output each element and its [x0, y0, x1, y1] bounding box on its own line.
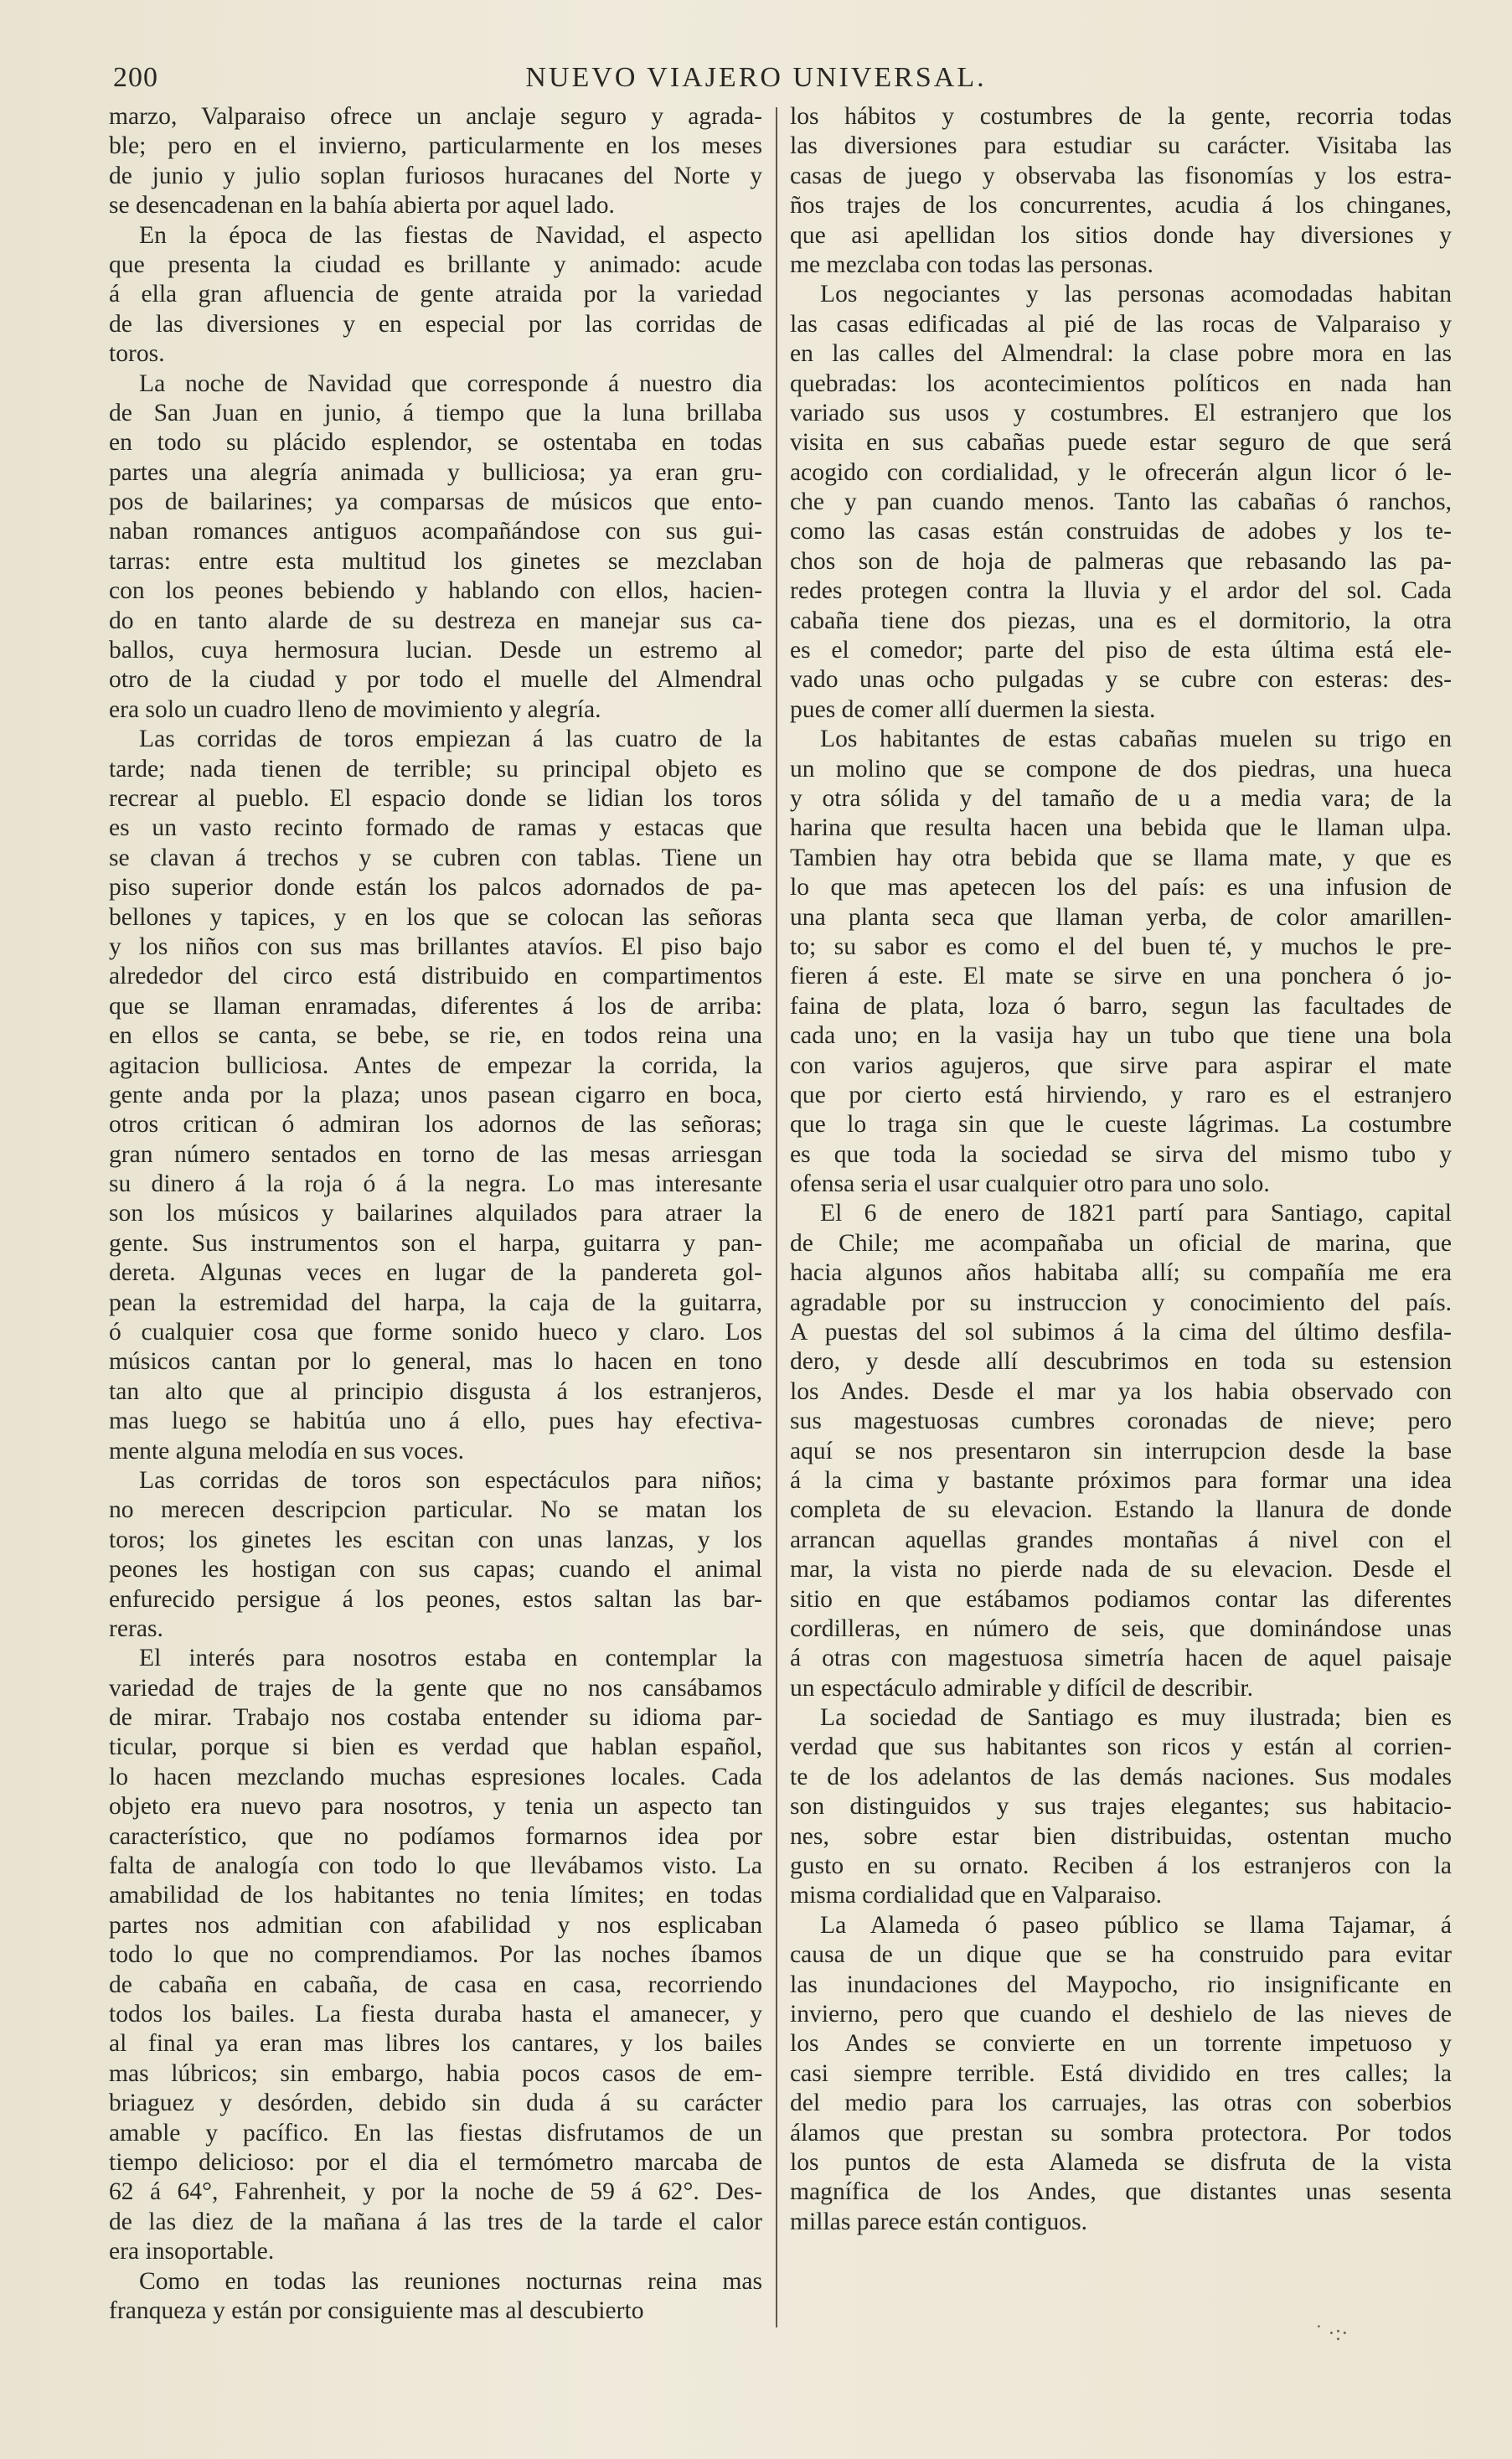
text-line: un molino que se compone de dos piedras, una hueca	[790, 755, 1452, 783]
paragraph	[109, 2267, 762, 2327]
text-line: El 6 de enero de 1821 partí para Santiago, capital	[820, 1200, 1452, 1227]
text-line: de mirar. Trabajo nos costaba entender su idioma par-	[109, 1704, 762, 1732]
text-line: del medio para los carruajes, las otras con soberbios	[790, 2090, 1452, 2117]
text-line: partes una alegría animada y bulliciosa; ya eran gru-	[109, 458, 762, 486]
text-line: como las casas están construidas de adobes y los te-	[790, 518, 1452, 545]
text-line: marzo, Valparaiso ofrece un anclaje seguro y agrada-	[109, 103, 762, 130]
text-line: ticular, porque si bien es verdad que hablan español,	[109, 1733, 762, 1761]
text-line: era insoportable.	[109, 2238, 275, 2265]
text-line: Las corridas de toros son espectáculos para niños;	[139, 1466, 762, 1494]
text-line: toros.	[109, 340, 165, 368]
text-line: tarde; nada tienen de terrible; su principal objeto es	[109, 755, 762, 783]
text-line: peones les hostigan con sus capas; cuando el animal	[109, 1556, 762, 1583]
text-line: acogido con cordialidad, y le ofrecerán algun licor ó le-	[790, 458, 1452, 486]
text-line: completa de su elevacion. Estando la llanura de donde	[790, 1496, 1452, 1524]
text-line: que por cierto está hirviendo, y raro es el estranjero	[790, 1081, 1452, 1108]
text-line: enfurecido persigue á los peones, estos saltan las bar-	[109, 1585, 762, 1613]
text-line: El interés para nosotros estaba en contemplar la	[139, 1645, 762, 1672]
text-line: redes protegen contra la lluvia y el ardor del sol. Cada	[790, 577, 1452, 605]
text-line: partes nos admitian con afabilidad y nos esplicaban	[109, 1911, 762, 1939]
text-line: al final ya eran mas libres los cantares, y los bailes	[109, 2030, 762, 2058]
text-line: de Chile; me acompañaba un oficial de marina, que	[790, 1229, 1452, 1257]
text-line: no merecen descripcion particular. No se matan los	[109, 1496, 762, 1524]
text-line: de las diez de la mañana á las tres de la tarde el calor	[109, 2208, 762, 2235]
text-line: verdad que sus habitantes son ricos y están al corrien-	[790, 1733, 1452, 1761]
text-line: magnífica de los Andes, que distantes unas sesenta	[790, 2178, 1452, 2206]
text-line: La sociedad de Santiago es muy ilustrada; bien es	[820, 1704, 1452, 1732]
text-line: dero, y desde allí descubrimos en toda su estension	[790, 1348, 1452, 1376]
text-line: mente alguna melodía en sus voces.	[109, 1437, 465, 1465]
text-line: las diversiones para estudiar su carácter. Visitaba las	[790, 132, 1452, 160]
page-header	[0, 62, 1512, 101]
text-line: casas de juego y observaba las fisonomías y los estra-	[790, 162, 1452, 189]
text-line: sus magestuosas cumbres coronadas de nieve; pero	[790, 1408, 1452, 1435]
text-line: tan alto que al principio disgusta á los estranjeros,	[109, 1377, 762, 1405]
text-line: son distinguidos y sus trajes elegantes; sus habitacio-	[790, 1793, 1452, 1821]
text-line: los hábitos y costumbres de la gente, recorria todas	[790, 103, 1452, 130]
text-line: ños trajes de los concurrentes, acudia á los chinganes,	[790, 192, 1452, 220]
text-line: aquí se nos presentaron sin interrupcion desde la base	[790, 1437, 1452, 1465]
text-line: á la cima y bastante próximos para formar una idea	[790, 1466, 1452, 1494]
text-line: Los habitantes de estas cabañas muelen su trigo en	[820, 726, 1452, 753]
text-line: harina que resulta hacen una bebida que le llaman ulpa.	[790, 814, 1452, 842]
text-line: en las calles del Almendral: la clase pobre mora en las	[790, 340, 1452, 368]
text-line: chos son de hoja de palmeras que rebasando las pa-	[790, 547, 1452, 575]
text-line: gran número sentados en torno de las mesas arriesgan	[109, 1140, 762, 1168]
text-line: Los negociantes y las personas acomodadas habitan	[820, 281, 1452, 308]
text-line: se desencadenan en la bahía abierta por aquel lado.	[109, 192, 615, 220]
text-line: era solo un cuadro lleno de movimiento y alegría.	[109, 695, 601, 723]
text-line: piso superior donde están los palcos adornados de pa-	[109, 874, 762, 901]
text-line: amable y pacífico. En las fiestas disfrutamos de un	[109, 2119, 762, 2146]
text-line: las inundaciones del Maypocho, rio insignificante en	[790, 1971, 1452, 1998]
paragraph	[109, 1466, 762, 1644]
text-line: es el comedor; parte del piso de esta última está ele-	[790, 637, 1452, 664]
paragraph	[109, 1644, 762, 2266]
text-line: bellones y tapices, y en los que se colocan las señoras	[109, 903, 762, 931]
text-line: pean la estremidad del harpa, la caja de la guitarra,	[109, 1289, 762, 1316]
text-line: son los músicos y bailarines alquilados para atraer la	[109, 1200, 762, 1227]
text-line: me mezclaba con todas las personas.	[790, 251, 1153, 278]
text-line: músicos cantan por lo general, mas lo hacen en tono	[109, 1348, 762, 1376]
text-line: ó cualquier cosa que forme sonido hueco y claro. Los	[109, 1319, 762, 1346]
text-line: La Alameda ó paseo público se llama Tajamar, á	[820, 1911, 1452, 1939]
paragraph	[790, 1199, 1452, 1703]
text-line: A puestas del sol subimos á la cima del último desfila-	[790, 1319, 1452, 1346]
text-line: naban romances antiguos acompañándose con sus gui-	[109, 518, 762, 545]
text-line: pues de comer allí duermen la siesta.	[790, 695, 1156, 723]
text-line: con los peones bebiendo y hablando con ellos, hacien-	[109, 577, 762, 605]
text-line: En la época de las fiestas de Navidad, el aspecto	[139, 221, 762, 249]
text-line: de San Juan en junio, á tiempo que la luna brillaba	[109, 399, 762, 426]
text-line: gusto en su ornato. Reciben á los estranjeros con la	[790, 1852, 1452, 1880]
text-line: y los niños con sus mas brillantes atavíos. El piso bajo	[109, 932, 762, 960]
text-line: te de los adelantos de las demás naciones. Sus modales	[790, 1763, 1452, 1790]
text-line: su dinero á la roja ó á la negra. Lo mas interesante	[109, 1170, 762, 1198]
text-line: todo lo que no comprendiamos. Por las noches íbamos	[109, 1941, 762, 1969]
text-line: cabaña tiene dos piezas, una es el dormitorio, la otra	[790, 607, 1452, 634]
text-line: gente anda por la plaza; unos pasean cigarro en boca,	[109, 1081, 762, 1108]
text-line: que presenta la ciudad es brillante y animado: acude	[109, 251, 762, 278]
text-line: che y pan cuando menos. Tanto las cabañas ó ranchos,	[790, 488, 1452, 516]
text-line: agitacion bulliciosa. Antes de empezar la corrida, la	[109, 1051, 762, 1079]
text-line: Tambien hay otra bebida que se llama mate, y que es	[790, 844, 1452, 871]
text-line: sitio en que estábamos podiamos contar las diferentes	[790, 1585, 1452, 1613]
text-line: tarras: entre esta multitud los ginetes se mezclaban	[109, 547, 762, 575]
left-text-column	[109, 102, 762, 2326]
running-title: NUEVO VIAJERO UNIVERSAL.	[525, 62, 987, 93]
text-line: otro de la ciudad y por todo el muelle del Almendral	[109, 666, 762, 694]
text-line: visita en sus cabañas puede estar seguro de que será	[790, 429, 1452, 457]
text-line: de junio y julio soplan furiosos huracanes del Norte y	[109, 162, 762, 189]
text-line: fieren á este. El mate se sirve en una ponchera ó jo-	[790, 963, 1452, 990]
paragraph	[790, 1703, 1452, 1911]
text-line: reras.	[109, 1614, 163, 1642]
text-line: los Andes. Desde el mar ya los habia observado con	[790, 1377, 1452, 1405]
right-text-column	[790, 102, 1452, 2237]
text-line: La noche de Navidad que corresponde á nuestro dia	[139, 369, 762, 397]
text-line: causa de un dique que se ha construido para evitar	[790, 1941, 1452, 1969]
text-line: álamos que prestan su sombra protectora. Por todos	[790, 2119, 1452, 2146]
text-line: á ella gran afluencia de gente atraida por la variedad	[109, 281, 762, 308]
text-line: do en tanto alarde de su destreza en manejar sus ca-	[109, 607, 762, 634]
paragraph	[109, 221, 762, 369]
text-line: las casas edificadas al pié de las rocas de Valparaiso y	[790, 310, 1452, 338]
text-line: gente. Sus instrumentos son el harpa, guitarra y pan-	[109, 1229, 762, 1257]
text-line: briaguez y desórden, debido sin duda á su carácter	[109, 2090, 762, 2117]
text-line: una planta seca que llaman yerba, de color amarillen-	[790, 903, 1452, 931]
text-line: objeto era nuevo para nosotros, y tenia un aspecto tan	[109, 1793, 762, 1821]
text-line: 62 á 64°, Fahrenheit, y por la noche de 59 á 62°. Des-	[109, 2178, 762, 2206]
text-line: los puntos de esta Alameda se disfruta de la vista	[790, 2148, 1452, 2176]
text-line: quebradas: los acontecimientos políticos en nada han	[790, 369, 1452, 397]
paragraph	[109, 369, 762, 726]
text-line: franqueza y están por consiguiente mas al descubierto	[109, 2296, 644, 2324]
printer-mark: ˙ ·:·	[1315, 2321, 1349, 2345]
text-line: todos los bailes. La fiesta duraba hasta el amanecer, y	[109, 2001, 762, 2028]
text-line: cordilleras, en número de seis, que dominándose unas	[790, 1614, 1452, 1642]
text-line: y otra sólida y del tamaño de u a media vara; de la	[790, 784, 1452, 812]
text-line: á otras con magestuosa simetría hacen de aquel paisaje	[790, 1645, 1452, 1672]
text-line: variedad de trajes de la gente que no nos cansábamos	[109, 1674, 762, 1702]
text-line: lo que mas apetecen los del país: es una infusion de	[790, 874, 1452, 901]
text-line: en ellos se canta, se bebe, se rie, en todos reina una	[109, 1022, 762, 1050]
text-line: invierno, pero que cuando el deshielo de las nieves de	[790, 2001, 1452, 2028]
text-line: se clavan á trechos y se cubren con tablas. Tiene un	[109, 844, 762, 871]
text-line: los Andes se convierte en un torrente impetuoso y	[790, 2030, 1452, 2058]
page-number: 200	[113, 62, 158, 93]
text-line: faina de plata, loza ó barro, segun las facultades de	[790, 992, 1452, 1020]
text-line: amabilidad de los habitantes no tenia límites; en todas	[109, 1882, 762, 1909]
paragraph	[790, 1911, 1452, 2237]
text-line: de cabaña en cabaña, de casa en casa, recorriendo	[109, 1971, 762, 1998]
text-line: tiempo delicioso: por el dia el termómetro marcaba de	[109, 2148, 762, 2176]
text-line: que se llaman enramadas, diferentes á los de arriba:	[109, 992, 762, 1020]
text-line: falta de analogía con todo lo que llevábamos visto. La	[109, 1852, 762, 1880]
paragraph	[790, 102, 1452, 280]
text-line: casi siempre terrible. Está dividido en tres calles; la	[790, 2059, 1452, 2087]
text-line: mar, la vista no pierde nada de su elevacion. Desde el	[790, 1556, 1452, 1583]
text-line: un espectáculo admirable y difícil de describir.	[790, 1674, 1254, 1702]
text-line: hacia algunos años habitaba allí; su compañía me era	[790, 1259, 1452, 1287]
text-line: agradable por su instruccion y conocimiento del país.	[790, 1289, 1452, 1316]
text-line: que asi apellidan los sitios donde hay diversiones y	[790, 221, 1452, 249]
text-line: to; su sabor es como el del buen té, y muchos le pre-	[790, 932, 1452, 960]
text-line: alrededor del circo está distribuido en compartimentos	[109, 963, 762, 990]
text-line: es que toda la sociedad se sirva del mismo tubo y	[790, 1140, 1452, 1168]
text-line: arrancan aquellas grandes montañas á nivel con el	[790, 1526, 1452, 1553]
text-line: pos de bailarines; ya comparsas de músicos que ento-	[109, 488, 762, 516]
paragraph	[109, 102, 762, 221]
text-line: ballos, cuya hermosura lucian. Desde un estremo al	[109, 637, 762, 664]
text-line: con varios agujeros, que sirve para aspirar el mate	[790, 1051, 1452, 1079]
column-divider	[776, 107, 777, 2327]
text-line: en todo su plácido esplendor, se ostentaba en todas	[109, 429, 762, 457]
text-line: recrear al pueblo. El espacio donde se lidian los toros	[109, 784, 762, 812]
text-line: cada uno; en la vasija hay un tubo que tiene una bola	[790, 1022, 1452, 1050]
text-line: mas lúbricos; sin embargo, habia pocos casos de em-	[109, 2059, 762, 2087]
text-line: Las corridas de toros empiezan á las cuatro de la	[139, 726, 762, 753]
text-line: de las diversiones y en especial por las corridas de	[109, 310, 762, 338]
text-line: Como en todas las reuniones nocturnas reina mas	[139, 2267, 762, 2295]
text-line: ofensa seria el usar cualquier otro para uno solo.	[790, 1170, 1270, 1198]
text-line: toros; los ginetes les escitan con unas lanzas, y los	[109, 1526, 762, 1553]
text-line: mas luego se habitúa uno á ello, pues hay efectiva-	[109, 1408, 762, 1435]
text-line: es un vasto recinto formado de ramas y estacas que	[109, 814, 762, 842]
text-line: dereta. Algunas veces en lugar de la pandereta gol-	[109, 1259, 762, 1287]
text-line: misma cordialidad que en Valparaiso.	[790, 1882, 1163, 1909]
text-line: ble; pero en el invierno, particularmente en los meses	[109, 132, 762, 160]
text-line: nes, sobre estar bien distribuidas, ostentan mucho	[790, 1822, 1452, 1850]
text-line: otros critican ó admiran los adornos de las señoras;	[109, 1111, 762, 1139]
text-line: variado sus usos y costumbres. El estranjero que los	[790, 399, 1452, 426]
text-line: lo hacen mezclando muchas espresiones locales. Cada	[109, 1763, 762, 1790]
text-line: millas parece están contiguos.	[790, 2208, 1088, 2235]
text-line: característico, que no podíamos formarnos idea por	[109, 1822, 762, 1850]
paragraph	[109, 725, 762, 1466]
paragraph	[790, 280, 1452, 725]
paragraph	[790, 725, 1452, 1199]
text-line: que lo traga sin que le cueste lágrimas. La costumbre	[790, 1111, 1452, 1139]
text-line: vado unas ocho pulgadas y se cubre con esteras: des-	[790, 666, 1452, 694]
